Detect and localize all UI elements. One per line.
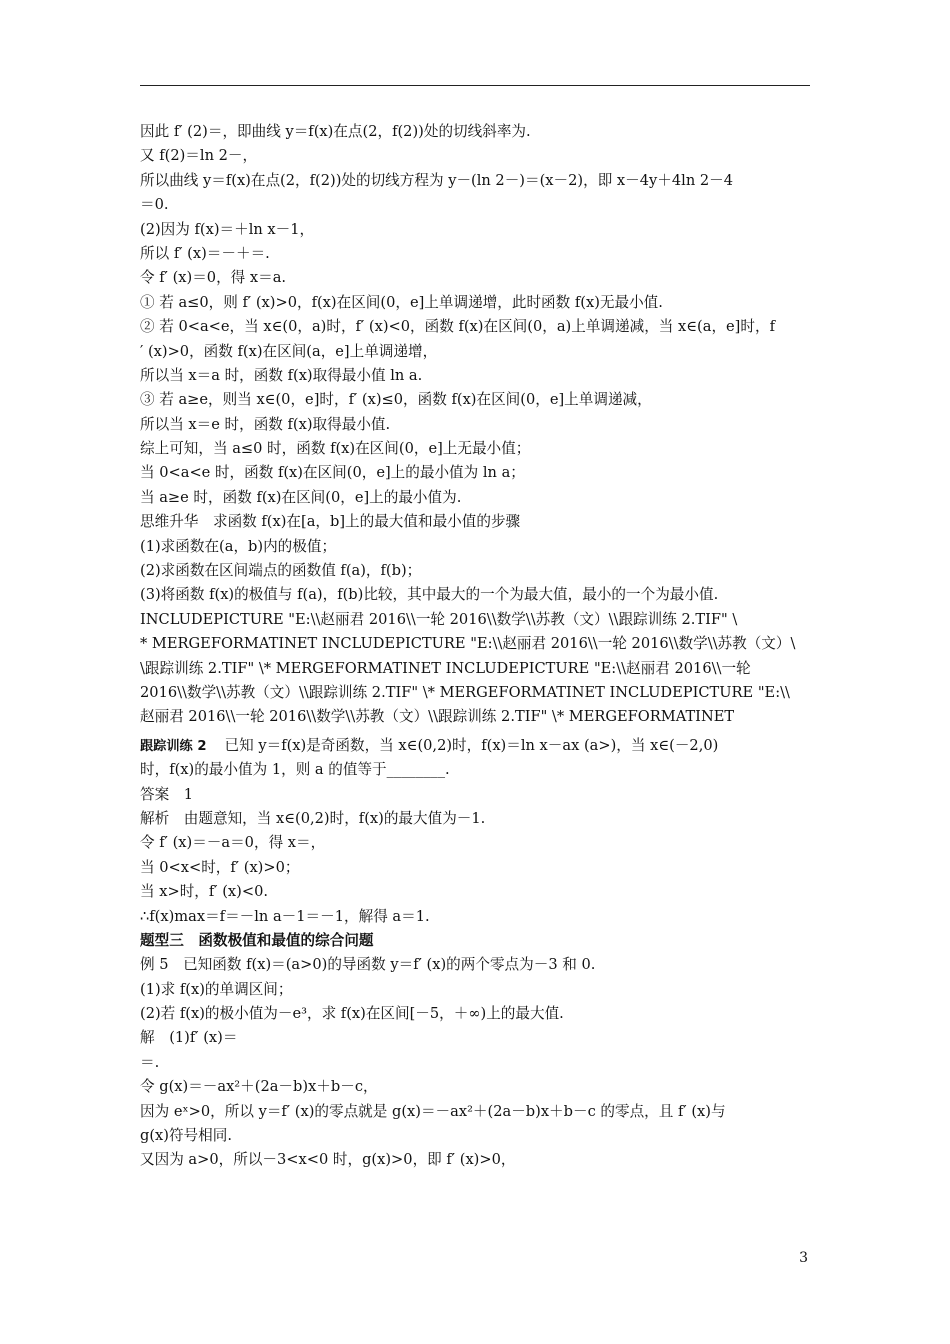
field-code-line: 2016\\数学\\苏教（文）\\跟踪训练 2.TIF" \* MERGEFORMATINET INCLUDEPICTURE "E:\\: [140, 683, 790, 701]
text-line: ① 若 a≤0，则 f′ (x)>0，f(x)在区间(0，e]上单调递增，此时函数 f(x)无最小值.: [140, 293, 663, 311]
text-line: (2)因为 f(x)＝＋ln x－1，: [140, 220, 315, 238]
text-line: ＝.: [140, 1053, 160, 1071]
text-line: (2)求函数在区间端点的函数值 f(a)，f(b)；: [140, 562, 422, 580]
text-line: (1)求函数在(a，b)内的极值；: [140, 537, 337, 555]
text-line: 令 f′ (x)＝0，得 x＝a.: [140, 269, 287, 287]
text-line: 当 x>时，f′ (x)<0.: [140, 883, 269, 901]
field-code-line: * MERGEFORMATINET INCLUDEPICTURE "E:\\赵丽君 2016\\一轮 2016\\数学\\苏教（文）\: [140, 635, 796, 653]
text-line: 当 0<x<时，f′ (x)>0；: [140, 858, 300, 876]
text-line: 因此 f′ (2)＝，即曲线 y＝f(x)在点(2，f(2))处的切线斜率为.: [140, 123, 531, 140]
text-line: (2)若 f(x)的极小值为－e³，求 f(x)在区间[－5，＋∞)上的最大值.: [140, 1005, 564, 1023]
text-line: 解 (1)f′ (x)＝: [140, 1029, 238, 1047]
text-line: 所以当 x＝a 时，函数 f(x)取得最小值 ln a.: [140, 366, 423, 384]
text-line: g(x)符号相同.: [140, 1127, 232, 1145]
text-line: ∴f(x)max＝f＝－ln a－1＝－1，解得 a＝1.: [140, 907, 430, 925]
text-line: (1)求 f(x)的单调区间；: [140, 980, 293, 998]
exercise-text: 已知 y＝f(x)是奇函数，当 x∈(0,2)时，f(x)＝ln x－ax (a>)，当 x∈(－2,0): [224, 736, 719, 754]
exercise-line-1: [140, 734, 812, 758]
text-line: ② 若 0<a<e，当 x∈(0，a)时，f′ (x)<0，函数 f(x)在区间(0，a)上单调递减，当 x∈(a，e]时，f: [140, 318, 775, 336]
exercise-line-2: 时，f(x)的最小值为 1，则 a 的值等于________.: [140, 761, 450, 779]
document-body: [140, 120, 812, 1173]
field-code-line: \跟踪训练 2.TIF" \* MERGEFORMATINET INCLUDEPICTURE "E:\\赵丽君 2016\\一轮: [140, 659, 751, 677]
text-line: 所以曲线 y＝f(x)在点(2，f(2))处的切线方程为 y－(ln 2－)＝(x－2)，即 x－4y＋4ln 2－4: [140, 171, 734, 189]
text-line: 解析 由题意知，当 x∈(0,2)时，f(x)的最大值为－1.: [140, 809, 486, 827]
text-line: 所以当 x＝e 时，函数 f(x)取得最小值.: [140, 415, 391, 433]
text-line: 令 g(x)＝－ax²＋(2a－b)x＋b－c，: [140, 1078, 378, 1096]
text-line: 又 f(2)＝ln 2－，: [140, 147, 258, 165]
text-line: ＝0.: [140, 196, 169, 214]
header-rule: [140, 85, 810, 86]
text-line: 因为 eˣ>0，所以 y＝f′ (x)的零点就是 g(x)＝－ax²＋(2a－b)x＋b－c 的零点，且 f′ (x)与: [140, 1102, 726, 1120]
text-line: 又因为 a>0，所以－3<x<0 时，g(x)>0，即 f′ (x)>0，: [140, 1151, 516, 1169]
text-line: 思维升华 求函数 f(x)在[a，b]上的最大值和最小值的步骤: [140, 513, 521, 531]
text-line: 例 5 已知函数 f(x)＝(a>0)的导函数 y＝f′ (x)的两个零点为－3 和 0.: [140, 956, 596, 974]
text-line: (3)将函数 f(x)的极值与 f(a)，f(b)比较，其中最大的一个为最大值，最小的一个为最小值.: [140, 586, 719, 604]
text-line: 当 0<a<e 时，函数 f(x)在区间(0，e]上的最小值为 ln a；: [140, 464, 525, 482]
text-line: 答案 1: [140, 785, 194, 803]
text-line: 综上可知，当 a≤0 时，函数 f(x)在区间(0，e]上无最小值；: [140, 440, 531, 458]
text-line: ③ 若 a≥e，则当 x∈(0，e]时，f′ (x)≤0，函数 f(x)在区间(0，e]上单调递减，: [140, 391, 652, 409]
text-line: 当 a≥e 时，函数 f(x)在区间(0，e]上的最小值为.: [140, 488, 462, 506]
text-line: 所以 f′ (x)＝－＋＝.: [140, 244, 270, 262]
text-line: ′ (x)>0，函数 f(x)在区间(a，e]上单调递增，: [140, 342, 438, 360]
text-line: 令 f′ (x)＝－a＝0，得 x＝，: [140, 834, 326, 852]
exercise-tag: 跟踪训练 2: [140, 738, 207, 754]
page-number: 3: [799, 1250, 808, 1266]
section-heading: 题型三 函数极值和最值的综合问题: [140, 931, 374, 949]
field-code-line: INCLUDEPICTURE "E:\\赵丽君 2016\\一轮 2016\\数学\\苏教（文）\\跟踪训练 2.TIF" \: [140, 610, 738, 628]
field-code-line: 赵丽君 2016\\一轮 2016\\数学\\苏教（文）\\跟踪训练 2.TIF" \* MERGEFORMATINET: [140, 708, 735, 726]
